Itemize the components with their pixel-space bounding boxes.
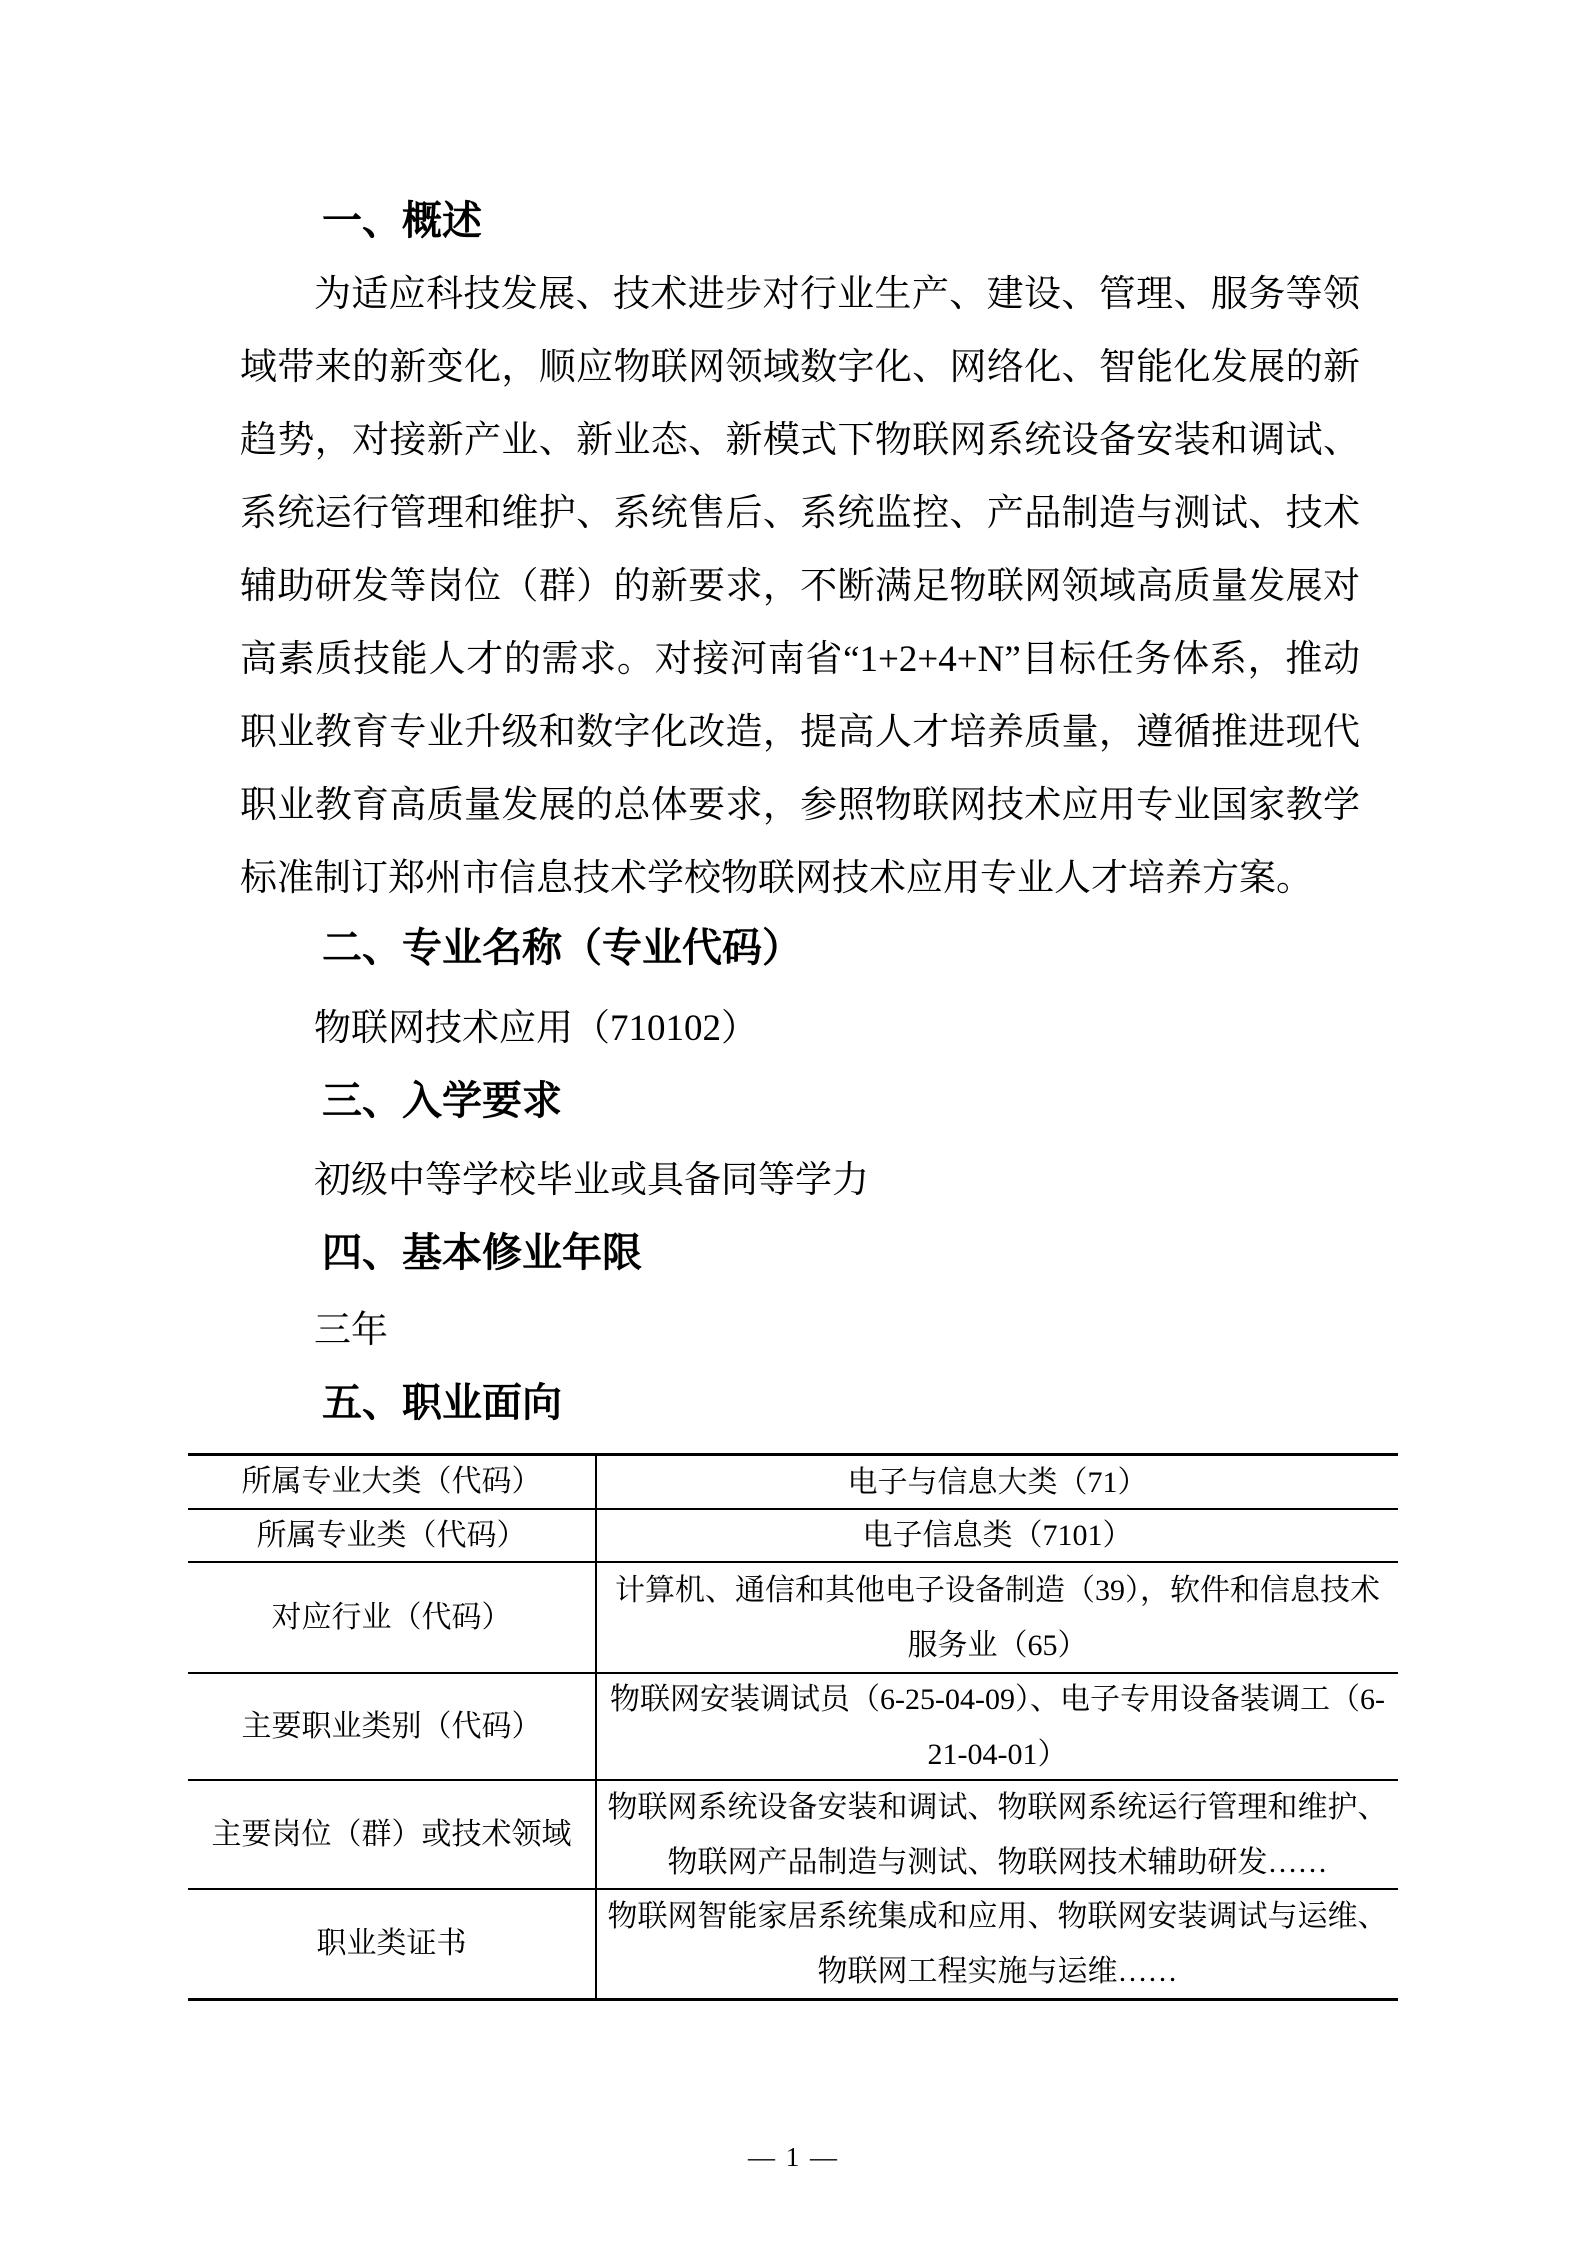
- table-row: [188, 1890, 1398, 1998]
- major-name-code-text: 物联网技术应用（710102）: [314, 1008, 758, 1049]
- heading-major-name-code: 二、专业名称（专业代码）: [322, 926, 802, 970]
- table-row: [188, 1781, 1398, 1890]
- table-label-text: 对应行业（代码）: [271, 1600, 512, 1634]
- study-duration-text: 三年: [314, 1310, 388, 1351]
- overview-paragraph: 为适应科技发展、技术进步对行业生产、建设、管理、服务等领域带来的新变化，顺应物联网领域数字化、网络化、智能化发展的新趋势，对接新产业、新业态、新模式下物联网系统设备安装和调试、系统运行管理和维护、系统售后、系统监控、产品制造与测试、技术辅助研发等岗位（群）的新要求，不断满足物联网领域高质量发展对高素质技能人才的需求。对接河南省“1+2+4+N”目标任务体系，推动职业教育专业升级和数字化改造，提高人才培养质量，遵循推进现代职业教育高质量发展的总体要求，参照物联网技术应用专业国家教学标准制订郑州市信息技术学校物联网技术应用专业人才培养方案。: [240, 274, 1360, 899]
- table-row: [188, 1674, 1398, 1781]
- table-value-text: 物联网系统设备安装和调试、物联网系统运行管理和维护、物联网产品制造与测试、物联网技术辅助研发……: [607, 1790, 1388, 1879]
- page-number: — 1 —: [748, 2142, 839, 2172]
- table-value-cell: [597, 1456, 1398, 1508]
- table-value-text: 电子与信息大类（71）: [847, 1465, 1148, 1499]
- table-value-text: 电子信息类（7101）: [862, 1519, 1133, 1552]
- table-value-cell: [597, 1510, 1398, 1561]
- table-value-cell: [597, 1781, 1398, 1888]
- career-orientation-table: [188, 1453, 1398, 2001]
- heading-career-orientation: 五、职业面向: [322, 1381, 562, 1425]
- heading-overview: 一、概述: [322, 199, 482, 243]
- table-label-cell: [188, 1563, 597, 1672]
- table-label-text: 所属专业大类（代码）: [241, 1465, 542, 1498]
- table-row: [188, 1456, 1398, 1510]
- table-row: [188, 1563, 1398, 1674]
- table-value-text: 物联网安装调试员（6-25-04-09）、电子专用设备装调工（6-21-04-01）: [610, 1682, 1385, 1771]
- table-value-cell: [597, 1674, 1398, 1779]
- table-value-text: 物联网智能家居系统集成和应用、物联网安装调试与运维、物联网工程实施与运维……: [607, 1900, 1388, 1988]
- table-label-cell: [188, 1674, 597, 1779]
- table-label-cell: [188, 1510, 597, 1561]
- table-label-cell: [188, 1456, 597, 1508]
- table-value-text: 计算机、通信和其他电子设备制造（39），软件和信息技术服务业（65）: [615, 1573, 1380, 1662]
- table-row: [188, 1510, 1398, 1563]
- table-label-text: 主要岗位（群）或技术领域: [211, 1817, 572, 1851]
- table-label-text: 主要职业类别（代码）: [241, 1709, 542, 1743]
- table-label-text: 所属专业类（代码）: [256, 1518, 527, 1552]
- table-value-cell: [597, 1563, 1398, 1672]
- table-value-cell: [597, 1890, 1398, 1998]
- entry-requirements-text: 初级中等学校毕业或具备同等学力: [314, 1160, 869, 1201]
- table-label-cell: [188, 1781, 597, 1888]
- heading-entry-requirements: 三、入学要求: [322, 1079, 562, 1123]
- table-label-cell: [188, 1890, 597, 1998]
- table-label-text: 职业类证书: [316, 1927, 467, 1960]
- heading-study-duration: 四、基本修业年限: [322, 1231, 642, 1275]
